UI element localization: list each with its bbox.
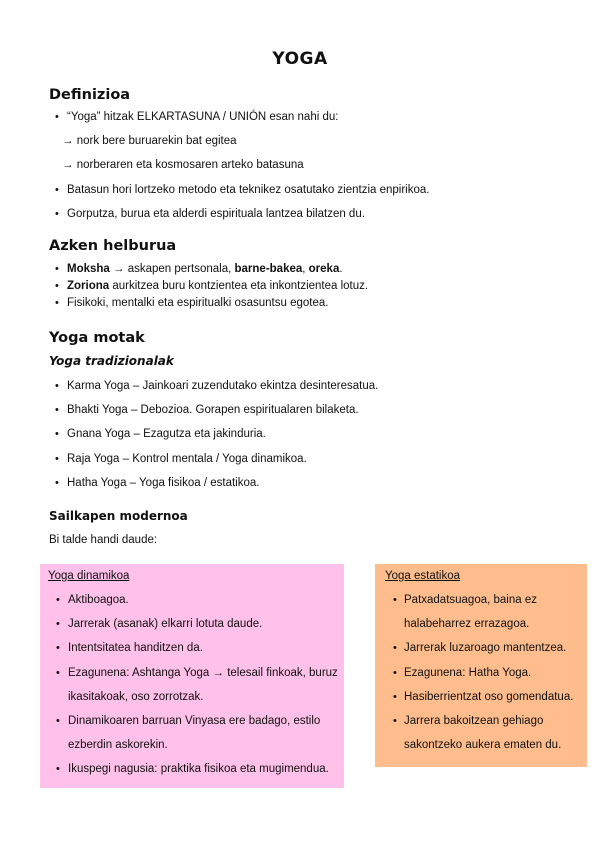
dynamic-line: ezberdin askorekin. <box>68 739 168 751</box>
definition-item-1: “Yoga” hitzak ELKARTASUNA / UNIÓN esan nahi du: <box>67 111 339 123</box>
definition-heading: Definizioa <box>49 87 131 103</box>
dynamic-yoga-box <box>40 564 344 788</box>
bullet-icon: • <box>393 667 397 679</box>
dynamic-line: Jarrerak (asanak) elkarri lotuta daude. <box>68 618 263 630</box>
bullet-icon: • <box>55 263 59 275</box>
dynamic-line: Intentsitatea handitzen da. <box>68 642 203 654</box>
goal-item-2 <box>67 280 368 292</box>
definition-sub-2: → norberaren eta kosmosaren arteko batasuna <box>62 159 304 171</box>
traditional-heading: Yoga tradizionalak <box>49 354 174 368</box>
bullet-icon: • <box>56 642 60 654</box>
goal-term-oreka: oreka <box>308 263 340 275</box>
dynamic-line: Ikuspegi nagusia: praktika fisikoa eta mugimendua. <box>68 763 329 775</box>
goal-term-zoriona: Zoriona <box>67 280 110 292</box>
static-line: sakontzeko aukera ematen du. <box>404 739 562 751</box>
dynamic-line: ikasitakoak, oso zorrotzak. <box>68 691 204 703</box>
dynamic-line: Aktiboagoa. <box>68 594 129 606</box>
goal-term-moksha: Moksha <box>67 263 110 275</box>
bullet-icon: • <box>56 594 60 606</box>
bullet-icon: • <box>56 763 60 775</box>
definition-sub-1: → nork bere buruarekin bat egitea <box>62 135 237 147</box>
static-line: Jarrera bakoitzean gehiago <box>404 715 544 727</box>
modern-intro: Bi talde handi daude: <box>49 534 158 546</box>
bullet-icon: • <box>393 715 397 727</box>
bullet-icon: • <box>393 594 397 606</box>
static-line: Jarrerak luzaroago mantentzea. <box>404 642 567 654</box>
static-line: Hasiberrientzat oso gomendatua. <box>404 691 574 703</box>
static-line: Patxadatsuagoa, baina ez <box>404 594 537 606</box>
page-title: YOGA <box>272 49 328 69</box>
bullet-icon: • <box>55 111 59 123</box>
goal-heading: Azken helburua <box>49 238 177 254</box>
bullet-icon: • <box>393 642 397 654</box>
bullet-icon: • <box>55 297 59 309</box>
goal-item-1-comma: , <box>302 263 309 275</box>
traditional-item: Karma Yoga – Jainkoari zuzendutako ekintza desinteresatua. <box>67 380 379 392</box>
bullet-icon: • <box>56 715 60 727</box>
traditional-item: Gnana Yoga – Ezagutza eta jakinduria. <box>67 428 266 440</box>
goal-item-2-text: aurkitzea buru kontzientea eta inkontzientea lotuz. <box>109 280 369 292</box>
static-line: Ezagunena: Hatha Yoga. <box>404 667 532 679</box>
static-yoga-box <box>375 564 587 767</box>
dynamic-yoga-title: Yoga dinamikoa <box>48 570 130 582</box>
static-yoga-title: Yoga estatikoa <box>385 570 461 582</box>
dynamic-line: Ezagunena: Ashtanga Yoga → telesail finkoak, buruz <box>68 667 338 679</box>
goal-term-barne-bakea: barne-bakea <box>234 263 303 275</box>
traditional-item: Bhakti Yoga – Debozioa. Gorapen espiritualaren bilaketa. <box>67 404 359 416</box>
definition-item-2: Batasun hori lortzeko metodo eta teknikez osatutako zientzia enpirikoa. <box>67 184 430 196</box>
goal-item-1 <box>67 263 343 275</box>
goal-item-1-end: . <box>339 263 343 275</box>
bullet-icon: • <box>393 691 397 703</box>
dynamic-line: Dinamikoaren barruan Vinyasa ere badago, estilo <box>68 715 321 727</box>
bullet-icon: • <box>55 184 59 196</box>
bullet-icon: • <box>56 618 60 630</box>
bullet-icon: • <box>55 280 59 292</box>
bullet-icon: • <box>55 428 59 440</box>
modern-heading: Sailkapen modernoa <box>49 509 188 523</box>
bullet-icon: • <box>55 477 59 489</box>
goal-item-1-text: → askapen pertsonala, <box>109 263 235 275</box>
bullet-icon: • <box>55 453 59 465</box>
definition-item-3: Gorputza, burua eta alderdi espirituala lantzea bilatzen du. <box>67 208 365 220</box>
types-heading: Yoga motak <box>49 330 145 346</box>
bullet-icon: • <box>55 404 59 416</box>
bullet-icon: • <box>55 208 59 220</box>
bullet-icon: • <box>56 667 60 679</box>
traditional-item: Hatha Yoga – Yoga fisikoa / estatikoa. <box>67 477 260 489</box>
goal-item-3: Fisikoki, mentalki eta espiritualki osasuntsu egotea. <box>67 297 329 309</box>
traditional-item: Raja Yoga – Kontrol mentala / Yoga dinamikoa. <box>67 453 307 465</box>
bullet-icon: • <box>55 380 59 392</box>
static-line: halabeharrez errazagoa. <box>404 618 530 630</box>
